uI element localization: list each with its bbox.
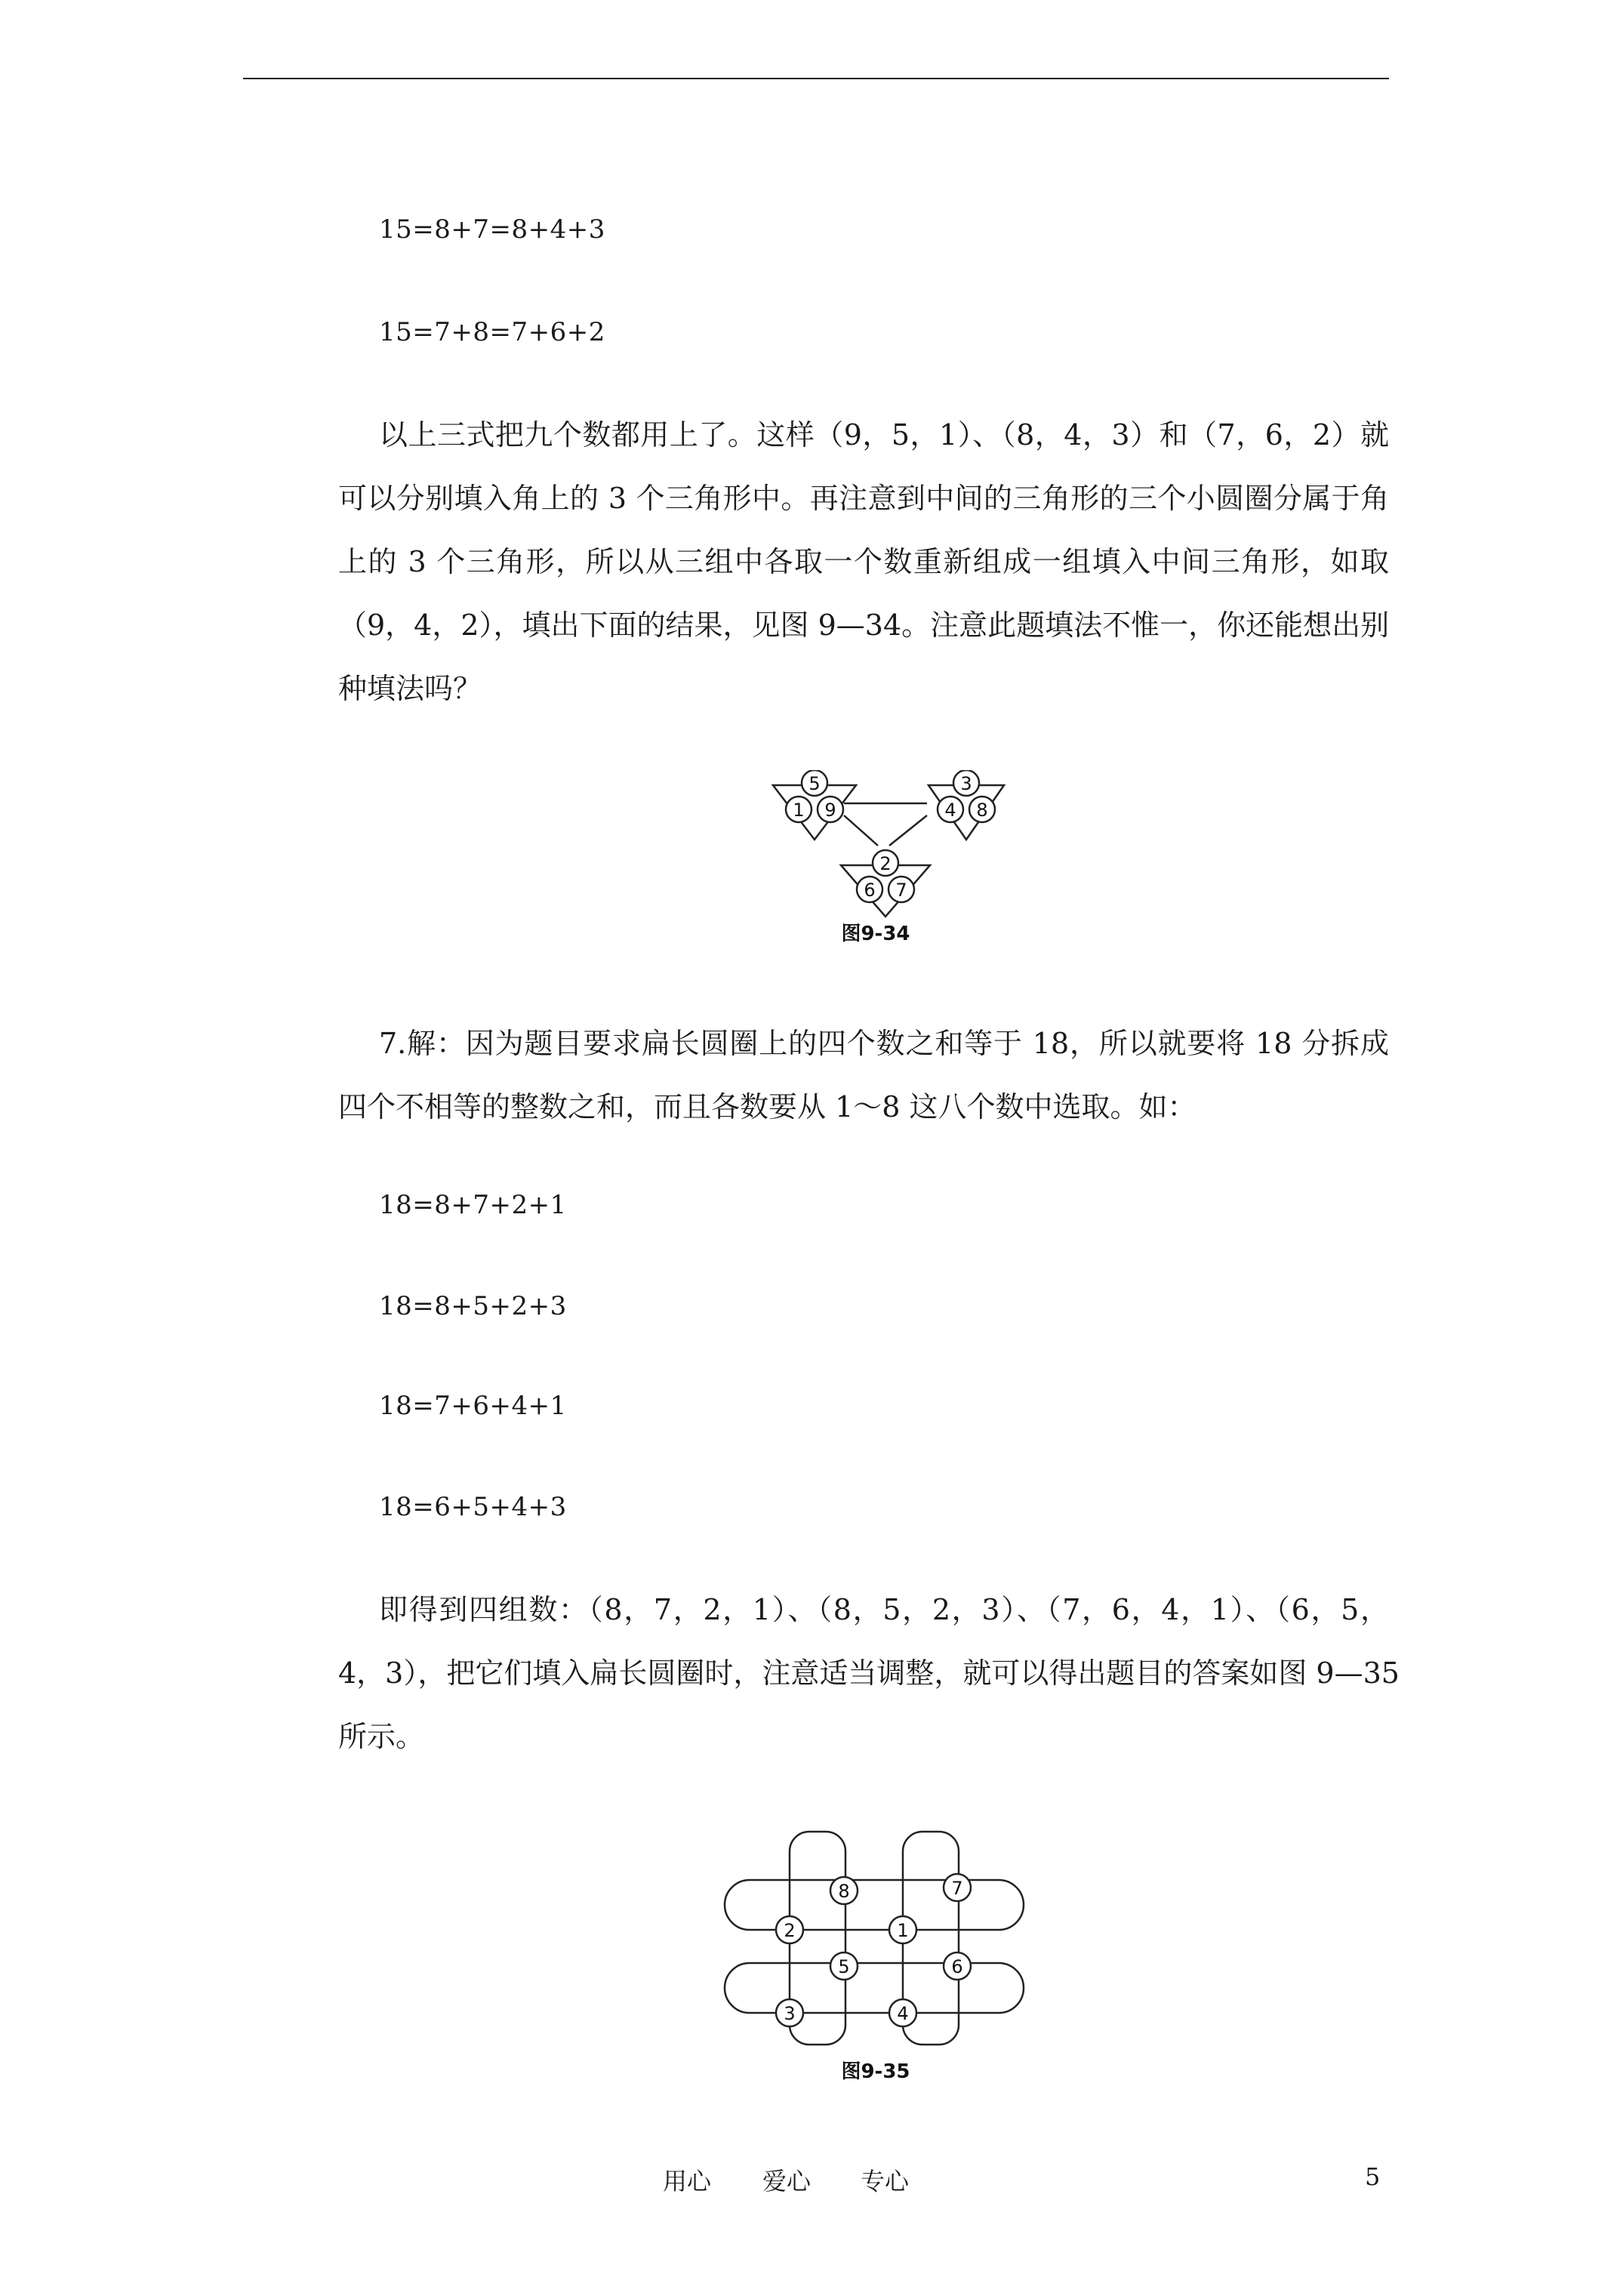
- node-label: 6: [951, 1956, 963, 1977]
- paragraph-1: [338, 403, 1389, 720]
- node-label: 5: [838, 1956, 850, 1977]
- figure-caption: 图9-35: [841, 2060, 910, 2083]
- paragraph-line: 4，3），把它们填入扁长圆圈时，注意适当调整，就可以得出题目的答案如图 9—35: [338, 1657, 1400, 1690]
- equation-2: 15=7+8=7+6+2: [379, 317, 605, 347]
- footer-middle: 爱心: [762, 2167, 812, 2196]
- paragraph-line: 7.解：因为题目要求扁长圆圈上的四个数之和等于 18，所以就要将 18 分拆成: [379, 1027, 1389, 1060]
- figure-9-35: [717, 1827, 1034, 2099]
- paragraph-line: （9，4，2），填出下面的结果，见图 9—34。注意此题填法不惟一，你还能想出别: [338, 609, 1390, 642]
- header-rule: [243, 78, 1389, 79]
- connector-line: [844, 815, 878, 846]
- oval-ring: [725, 1963, 1024, 2013]
- footer-right: 专心: [861, 2167, 910, 2196]
- node-label: 7: [895, 880, 907, 901]
- paragraph-line: 所示。: [338, 1720, 425, 1753]
- paragraph-line: 种填法吗？: [338, 672, 482, 705]
- paragraph-3: [338, 1578, 1400, 1768]
- paragraph-line: 以上三式把九个数都用上了。这样（9，5，1）、（8，4，3）和（7，6，2）就: [379, 418, 1389, 451]
- node-label: 9: [824, 800, 836, 821]
- paragraph-line: 即得到四组数：（8，7，2，1）、（8，5，2，3）、（7，6，4，1）、（6，5，: [379, 1593, 1389, 1626]
- figure-9-34: [770, 770, 1012, 959]
- equation-6: 18=6+5+4+3: [379, 1492, 567, 1522]
- footer-left: 用心: [663, 2167, 712, 2196]
- paragraph-line: 可以分别填入角上的 3 个三角形中。再注意到中间的三角形的三个小圆圈分属于角: [338, 482, 1389, 515]
- node-label: 3: [960, 773, 972, 794]
- equation-4: 18=8+5+2+3: [379, 1291, 567, 1321]
- node-label: 7: [951, 1878, 963, 1899]
- equation-3: 18=8+7+2+1: [379, 1190, 567, 1220]
- paragraph-line: 四个不相等的整数之和，而且各数要从 1～8 这八个数中选取。如：: [338, 1090, 1196, 1123]
- equation-5: 18=7+6+4+1: [379, 1391, 567, 1421]
- node-label: 3: [784, 2003, 796, 2024]
- connector-line: [889, 815, 927, 846]
- equation-1: 15=8+7=8+4+3: [379, 214, 605, 245]
- node-label: 5: [808, 773, 821, 794]
- node-label: 8: [838, 1881, 850, 1902]
- figure-caption: 图9-34: [841, 923, 910, 945]
- node-label: 6: [864, 880, 876, 901]
- node-label: 4: [897, 2003, 909, 2024]
- node-label: 1: [897, 1920, 909, 1941]
- node-label: 4: [944, 800, 956, 821]
- node-label: 8: [976, 800, 988, 821]
- node-label: 2: [784, 1920, 796, 1941]
- page-number: 5: [1365, 2162, 1381, 2191]
- node-label: 2: [879, 853, 892, 874]
- node-label: 1: [793, 800, 805, 821]
- oval-ring: [725, 1880, 1024, 1930]
- paragraph-2: [338, 1012, 1389, 1139]
- paragraph-line: 上的 3 个三角形，所以从三组中各取一个数重新组成一组填入中间三角形，如取: [338, 545, 1389, 578]
